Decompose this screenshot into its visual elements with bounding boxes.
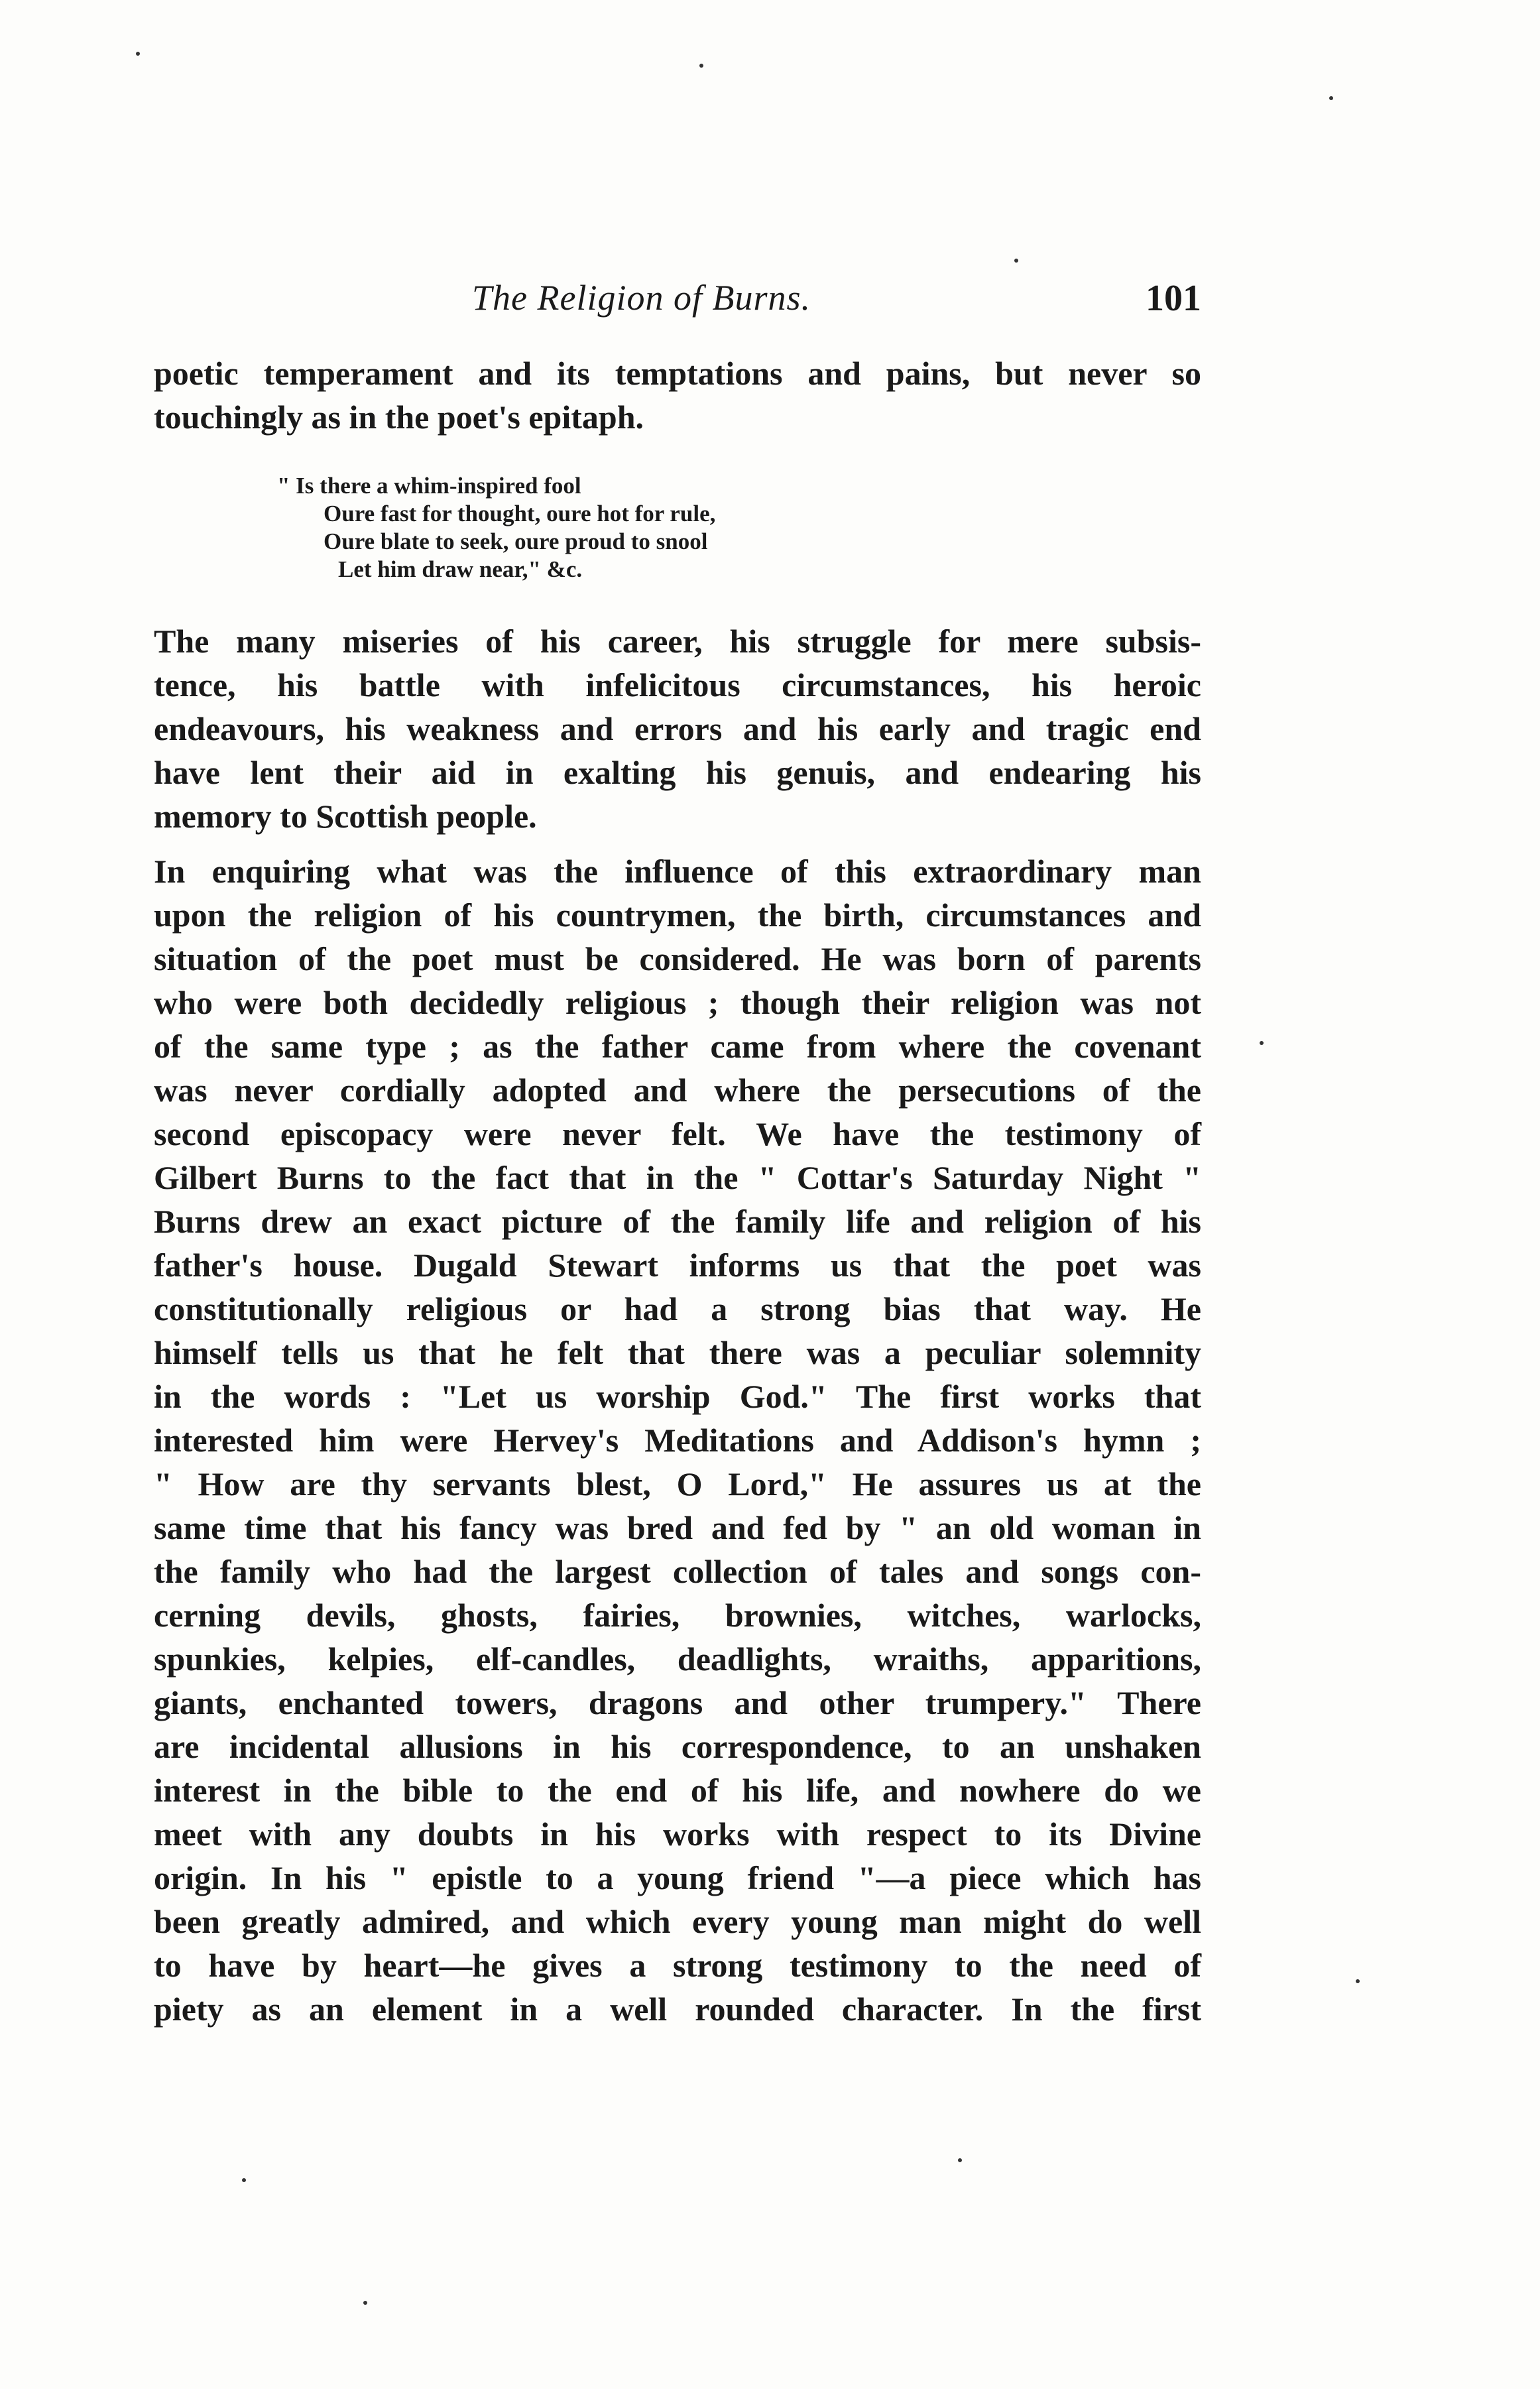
text-line: was never cordially adopted and where the persecutions of the xyxy=(154,1072,1201,1109)
text-line: touchingly as in the poet's epitaph. xyxy=(154,398,644,436)
text-line: In enquiring what was the influence of this extraordinary man xyxy=(154,853,1201,890)
paragraph-miseries xyxy=(154,619,1201,838)
text-line: origin. In his " epistle to a young friend "—a piece which has xyxy=(154,1859,1201,1896)
text-line: poetic temperament and its temptations and pains, but never so xyxy=(154,355,1201,392)
text-line: tence, his battle with infelicitous circumstances, his heroic xyxy=(154,666,1201,704)
scan-speck xyxy=(136,52,140,56)
quote-line: Oure blate to seek, oure proud to snool xyxy=(324,528,708,554)
text-line: same time that his fancy was bred and fed by " an old woman in xyxy=(154,1509,1201,1546)
text-line: spunkies, kelpies, elf-candles, deadlights, wraiths, apparitions, xyxy=(154,1640,1201,1678)
text-line: giants, enchanted towers, dragons and other trumpery." There xyxy=(154,1684,1201,1721)
text-line: endeavours, his weakness and errors and his early and tragic end xyxy=(154,710,1201,747)
page-number: 101 xyxy=(1146,278,1201,319)
text-line: have lent their aid in exalting his genuis, and endearing his xyxy=(154,754,1201,791)
running-title: The Religion of Burns. xyxy=(472,278,811,318)
epitaph-quote xyxy=(277,472,715,583)
paragraph-influence xyxy=(154,849,1201,2031)
scan-speck xyxy=(363,2301,367,2305)
text-line: meet with any doubts in his works with respect to its Divine xyxy=(154,1815,1201,1853)
text-line: situation of the poet must be considered. He was born of parents xyxy=(154,940,1201,977)
text-line: piety as an element in a well rounded character. In the first xyxy=(154,1991,1201,2028)
scan-speck xyxy=(1014,259,1018,263)
text-line: cerning devils, ghosts, fairies, brownies, witches, warlocks, xyxy=(154,1597,1201,1634)
scan-speck xyxy=(699,64,703,68)
quote-line: Let him draw near," &c. xyxy=(338,556,583,582)
text-line: upon the religion of his countrymen, the birth, circumstances and xyxy=(154,896,1201,934)
text-line: second episcopacy were never felt. We have the testimony of xyxy=(154,1115,1201,1152)
text-line: Burns drew an exact picture of the family life and religion of his xyxy=(154,1203,1201,1240)
scan-speck xyxy=(1329,96,1333,100)
text-line: constitutionally religious or had a strong bias that way. He xyxy=(154,1290,1201,1327)
text-line: The many miseries of his career, his struggle for mere subsis- xyxy=(154,623,1201,660)
running-head xyxy=(154,277,1201,330)
intro-text xyxy=(154,351,1201,439)
quote-line: Oure fast for thought, oure hot for rule, xyxy=(324,501,716,526)
scan-speck xyxy=(1356,1979,1360,1983)
text-line: of the same type ; as the father came from where the covenant xyxy=(154,1028,1201,1065)
text-line: Gilbert Burns to the fact that in the " Cottar's Saturday Night " xyxy=(154,1159,1201,1196)
text-line: father's house. Dugald Stewart informs us that the poet was xyxy=(154,1247,1201,1284)
quote-line: " Is there a whim-inspired fool xyxy=(277,473,581,499)
scan-speck xyxy=(958,2158,962,2162)
text-line: to have by heart—he gives a strong testimony to the need of xyxy=(154,1947,1201,1984)
text-line: in the words : "Let us worship God." The first works that xyxy=(154,1378,1201,1415)
scan-speck xyxy=(1260,1041,1264,1045)
text-line: memory to Scottish people. xyxy=(154,798,537,835)
text-line: who were both decidedly religious ; though their religion was not xyxy=(154,984,1201,1021)
text-line: himself tells us that he felt that there was a peculiar solemnity xyxy=(154,1334,1201,1371)
scan-speck xyxy=(242,2178,246,2182)
text-line: interest in the bible to the end of his life, and nowhere do we xyxy=(154,1772,1201,1809)
text-line: been greatly admired, and which every young man might do well xyxy=(154,1903,1201,1940)
text-line: " How are thy servants blest, O Lord," He assures us at the xyxy=(154,1465,1201,1502)
text-line: are incidental allusions in his correspondence, to an unshaken xyxy=(154,1728,1201,1765)
text-line: interested him were Hervey's Meditations and Addison's hymn ; xyxy=(154,1422,1201,1459)
text-line: the family who had the largest collection of tales and songs con- xyxy=(154,1553,1201,1590)
